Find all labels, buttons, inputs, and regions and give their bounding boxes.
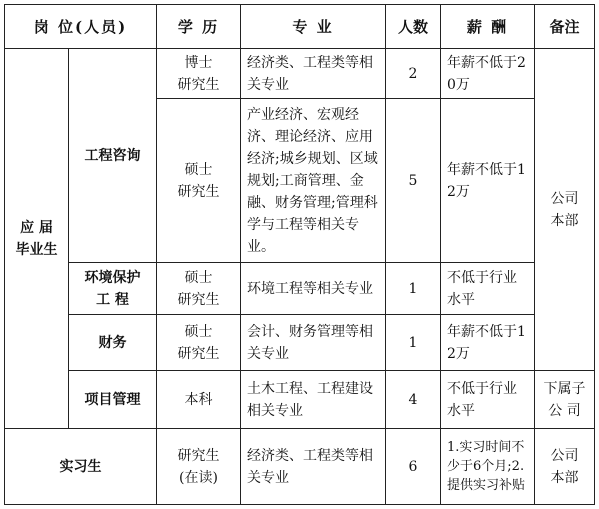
major-cell: 环境工程等相关专业 (241, 263, 386, 315)
header-salary: 薪 酬 (441, 5, 535, 49)
count-cell: 1 (386, 263, 441, 315)
table-row (5, 49, 595, 99)
header-row (5, 5, 595, 49)
education-cell: 博士 研究生 (157, 49, 241, 99)
education-cell: 研究生 (在读) (157, 429, 241, 505)
position-cell: 财务 (69, 315, 157, 371)
table-row (5, 315, 595, 371)
position-cell: 工程咨询 (69, 49, 157, 263)
header-note: 备注 (535, 5, 595, 49)
major-cell: 会计、财务管理等相关专业 (241, 315, 386, 371)
count-cell: 2 (386, 49, 441, 99)
major-cell: 土木工程、工程建设相关专业 (241, 371, 386, 429)
table-row (5, 429, 595, 505)
group-interns: 实习生 (5, 429, 157, 505)
education-cell: 硕士 研究生 (157, 263, 241, 315)
salary-cell: 不低于行业水平 (441, 371, 535, 429)
salary-cell: 不低于行业水平 (441, 263, 535, 315)
header-major: 专 业 (241, 5, 386, 49)
recruitment-table (4, 4, 595, 505)
note-company-hq-interns: 公司 本部 (535, 429, 595, 505)
table-row (5, 371, 595, 429)
count-cell: 5 (386, 99, 441, 263)
education-cell: 硕士 研究生 (157, 99, 241, 263)
major-cell: 经济类、工程类等相关专业 (241, 429, 386, 505)
group-graduates: 应 届 毕业生 (5, 49, 69, 429)
table-row (5, 263, 595, 315)
education-cell: 硕士 研究生 (157, 315, 241, 371)
note-company-hq: 公司 本部 (535, 49, 595, 371)
salary-cell: 1.实习时间不少于6个月;2.提供实习补贴 (441, 429, 535, 505)
major-cell: 经济类、工程类等相关专业 (241, 49, 386, 99)
header-position: 岗 位(人员) (5, 5, 157, 49)
salary-cell: 年薪不低于12万 (441, 99, 535, 263)
position-cell: 项目管理 (69, 371, 157, 429)
education-cell: 本科 (157, 371, 241, 429)
note-subsidiary: 下属子 公 司 (535, 371, 595, 429)
count-cell: 6 (386, 429, 441, 505)
header-count: 人数 (386, 5, 441, 49)
salary-cell: 年薪不低于12万 (441, 315, 535, 371)
count-cell: 1 (386, 315, 441, 371)
major-cell: 产业经济、宏观经济、理论经济、应用经济;城乡规划、区域规划;工商管理、金融、财务管理;管理科学与工程等相关专业。 (241, 99, 386, 263)
position-cell: 环境保护 工 程 (69, 263, 157, 315)
salary-cell: 年薪不低于20万 (441, 49, 535, 99)
count-cell: 4 (386, 371, 441, 429)
header-education: 学 历 (157, 5, 241, 49)
